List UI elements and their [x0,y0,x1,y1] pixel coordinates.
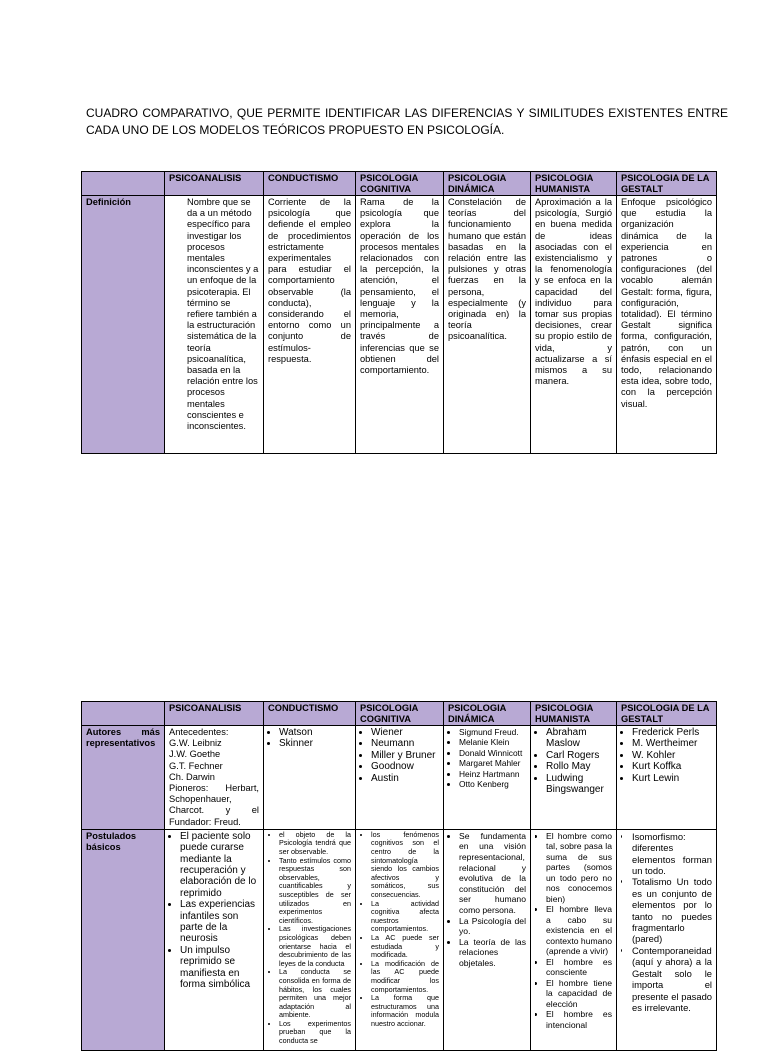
list-item: • Las investigaciones psicológicas deben orientarse hacia el descubrimiento de las leyes de la conducta [279,925,351,968]
list-item: • Melanie Klein [459,737,526,747]
list-item: • Margaret Mahler [459,758,526,768]
list-item: • Isomorfismo: diferentes elementos forman un todo. [632,831,712,877]
list-item: • Las experiencias infantiles son parte de la neurosis [180,899,259,945]
header-cognitiva: PSICOLOGIA COGNITIVA [356,702,444,726]
list-item: • Watson [279,727,351,738]
postulados-gestalt [617,829,717,1050]
list-item: • La AC puede ser estudiada y modificada. [371,934,439,960]
list-item: • el objeto de la Psicología tendrá que ser observable. [279,831,351,857]
list-item: • Frederick Perls [632,727,712,738]
header-psicoanalisis: PSICOANALISIS [165,702,264,726]
list-item: Pioneros: Herbart, Schopenhauer, Charcot. y el Fundador: Freud. [169,783,259,827]
list-item: • Kurt Lewin [632,773,712,784]
list-item: • Kurt Koffka [632,761,712,772]
list-item: • El hombre tiene la capacidad de elección [546,978,612,1010]
header-psicoanalisis: PSICOANALISIS [165,172,264,196]
list-item: • Totalismo Un todo es un conjunto de elementos por lo tanto no puedes fragmentarlo (pared) [632,876,712,944]
header-row [82,172,717,196]
list-item: • El hombre como tal, sobre pasa la suma de sus partes (somos un todo pero no nos conocemos bien) [546,831,612,905]
list-item: • Miller y Bruner [371,750,439,761]
list-item: • La actividad cognitiva afecta nuestros comportamientos. [371,900,439,934]
list-item: • El hombre es consciente [546,957,612,978]
list-item: • Contemporaneidad (aquí y ahora) a la Gestalt solo le importa el presente el pasado es irrelevante. [632,945,712,1013]
definicion-dinamica: Constelación de teorías del funcionamiento humano que están basadas en la relación entre las pulsiones y otras fuerzas en la persona, especialmente (y originada en) la teoría psicoanalítica. [444,196,531,454]
postulados-humanista [531,829,617,1050]
list-item: • La Psicología del yo. [459,916,526,937]
list-item: • Sigmund Freud. [459,727,526,737]
list-item: • los fenómenos cognitivos son el centro de la sintomatología siendo los cambios afectivos y somáticos, sus consecuencias. [371,831,439,900]
header-row [82,702,717,726]
list-item: • Un impulso reprimido se manifiesta en forma simbólica [180,945,259,991]
list-item: • Los experimentos prueban que la conducta se [279,1020,351,1046]
postulados-conductismo [264,829,356,1050]
row-label-autores: Autores más representativos [82,726,165,830]
corner-cell [82,702,165,726]
postulados-dinamica [444,829,531,1050]
list-item: • M. Wertheimer [632,738,712,749]
list-item: Antecedentes: [169,727,229,737]
list-item: • Heinz Hartmann [459,769,526,779]
list-item: • Wiener [371,727,439,738]
list-item: • Donald Winnicott [459,748,526,758]
table-row [82,196,717,454]
definicion-humanista: Aproximación a la psicología, Surgió en buena medida de ideas asociadas con el existencialismo y la fenomenología y se enfoca en la capacidad del individuo para tomar sus propias decisiones, crear su propio estilo de vida, y actualizarse a sí mismos a su manera. [531,196,617,454]
table-row [82,726,717,830]
autores-gestalt [617,726,717,830]
autores-dinamica [444,726,531,830]
autores-psicoanalisis [165,726,264,830]
list-item: • El paciente solo puede curarse mediante la recuperación y elaboración de lo reprimido [180,831,259,899]
list-item: • Carl Rogers [546,750,612,761]
header-humanista: PSICOLOGIA HUMANISTA [531,702,617,726]
comparison-table-authors [81,701,717,1051]
list-item: • Neumann [371,738,439,749]
header-gestalt: PSICOLOGIA DE LA GESTALT [617,172,717,196]
list-item: • Ludwing Bingswanger [546,773,612,796]
list-item: • Se fundamenta en una visión representacional, relacional y evolutiva de la constitución del ser humano como persona. [459,831,526,916]
autores-humanista [531,726,617,830]
list-item: • Rollo May [546,761,612,772]
autores-conductismo [264,726,356,830]
list-item: • El hombre es intencional [546,1009,612,1030]
list-item: • Skinner [279,738,351,749]
list-item: • Goodnow [371,761,439,772]
definicion-cognitiva: Rama de la psicología que explora la operación de los procesos mentales relacionados con la percepción, la atención, el pensamiento, el lenguaje y la memoria, principalmente a través de inferencias que se obtienen del comportamiento. [356,196,444,454]
header-dinamica: PSICOLOGIA DINÁMICA [444,172,531,196]
header-conductismo: CONDUCTISMO [264,172,356,196]
list-item: • La teoría de las relaciones objetales. [459,937,526,969]
list-item: • El hombre lleva a cabo su existencia en el contexto humano (aprende a vivir) [546,904,612,957]
list-item: • Austin [371,773,439,784]
postulados-psicoanalisis [165,829,264,1050]
header-gestalt: PSICOLOGIA DE LA GESTALT [617,702,717,726]
postulados-cognitiva [356,829,444,1050]
list-item: • Otto Kenberg [459,779,526,789]
definicion-gestalt: Enfoque psicológico que estudia la organización dinámica de la experiencia en patrones o configuraciones (del vocablo alemán Gestalt: forma, figura, configuración, totalidad). El término Gestalt significa forma, configuración, patrón, con un énfasis especial en el todo, relacionando esta idea, sobre todo, con la percepción visual. [617,196,717,454]
header-humanista: PSICOLOGIA HUMANISTA [531,172,617,196]
definicion-conductismo: Corriente de la psicología que defiende el empleo de procedimientos estrictamente experimentales para estudiar el comportamiento observable (la conducta), considerando el entorno como un conjunto de estímulos-respuesta. [264,196,356,454]
list-item: • W. Kohler [632,750,712,761]
definicion-psicoanalisis: Nombre que se da a un método específico para investigar los procesos mentales inconscientes y a un enfoque de la psicoterapia. El término se refiere también a la estructuración sistemática de la teoría psicoanalítica, basada en la relación entre los procesos mentales conscientes e inconscientes. [165,196,264,454]
list-item: G.W. Leibniz [169,738,222,749]
corner-cell [82,172,165,196]
row-label-definicion: Definición [82,196,165,454]
list-item: • La conducta se consolida en forma de hábitos, los cuales permiten una mejor adaptación al ambiente. [279,968,351,1020]
list-item: J.W. Goethe [169,749,221,760]
list-item: Ch. Darwin [169,771,215,782]
header-conductismo: CONDUCTISMO [264,702,356,726]
list-item: G.T. Fechner [169,760,223,771]
header-cognitiva: PSICOLOGIA COGNITIVA [356,172,444,196]
list-item: • Abraham Maslow [546,727,612,750]
table-row [82,829,717,1050]
row-label-postulados: Postulados básicos [82,829,165,1050]
list-item: • Tanto estímulos como respuestas son observables, cuantificables y susceptibles de ser utilizados en experimentos científicos. [279,857,351,926]
document-title: CUADRO COMPARATIVO, QUE PERMITE IDENTIFICAR LAS DIFERENCIAS Y SIMILITUDES EXISTENTES ENTRE CADA UNO DE LOS MODELOS TEÓRICOS PROPUESTO EN PSICOLOGÍA. [86,106,728,137]
list-item: • La forma que estructuramos una información modula nuestro accionar. [371,994,439,1028]
autores-cognitiva [356,726,444,830]
comparison-table-definitions [81,171,717,454]
list-item: • La modificación de las AC puede modificar los comportamientos. [371,960,439,994]
header-dinamica: PSICOLOGIA DINÁMICA [444,702,531,726]
